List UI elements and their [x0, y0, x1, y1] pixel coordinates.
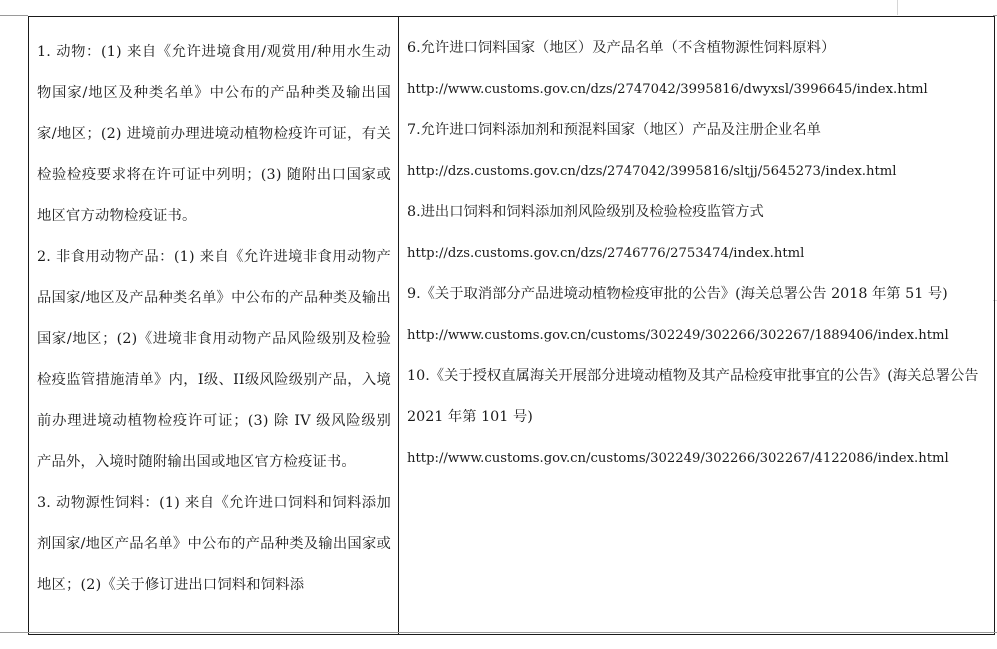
reference-title: 8.进出口饲料和饲料添加剂风险级别及检验检疫监管方式 — [407, 204, 764, 220]
margin-guide — [897, 0, 898, 15]
reference-url[interactable]: http://www.customs.gov.cn/customs/302249/302266/302267/4122086/index.html — [407, 451, 949, 466]
references-list — [399, 17, 994, 479]
requirements-cell — [29, 17, 399, 635]
reference-title: 6.允许进口饲料国家（地区）及产品名单（不含植物源性饲料原料） — [407, 40, 836, 56]
reference-url[interactable]: http://www.customs.gov.cn/dzs/2747042/3995816/dwyxsl/3996645/index.html — [407, 82, 928, 97]
reference-title: 7.允许进口饲料添加剂和预混料国家（地区）产品及注册企业名单 — [407, 122, 821, 138]
document-table — [28, 16, 995, 635]
references-cell — [399, 17, 995, 635]
requirement-paragraph: 2. 非食用动物产品：(1) 来自《允许进境非食用动物产品国家/地区及产品种类名单》中公布的产品种类及输出国家/地区；(2)《进境非食用动物产品风险级别及检验检疫监管措施清单》内，I级、II级风险级别产品，入境前办理进境动植物检疫许可证；(3) 除 IV 级风险级别产品外，入境时随附输出国或地区官方检疫证书。 — [37, 249, 391, 470]
reference-url[interactable]: http://dzs.customs.gov.cn/dzs/2746776/2753474/index.html — [407, 246, 805, 261]
page-edge-line — [0, 632, 997, 633]
requirement-paragraph: 3. 动物源性饲料：(1) 来自《允许进口饲料和饲料添加剂国家/地区产品名单》中公布的产品种类及输出国家或地区；(2)《关于修订进出口饲料和饲料添 — [37, 495, 391, 593]
reference-url[interactable]: http://www.customs.gov.cn/customs/302249/302266/302267/1889406/index.html — [407, 328, 949, 343]
requirement-paragraph: 1. 动物：(1) 来自《允许进境食用/观赏用/种用水生动物国家/地区及种类名单》中公布的产品种类及输出国家/地区；(2) 进境前办理进境动植物检疫许可证，有关检验检疫要求将在许可证中列明；(3) 随附出口国家或地区官方动物检疫证书。 — [37, 44, 391, 224]
table-row — [29, 17, 995, 635]
reference-title: 10.《关于授权直属海关开展部分进境动植物及其产品检疫审批事宜的公告》(海关总署公告 2021 年第 101 号) — [407, 368, 979, 425]
reference-title: 9.《关于取消部分产品进境动植物检疫审批的公告》(海关总署公告 2018 年第 51 号) — [407, 286, 948, 302]
page-edge-line — [0, 15, 28, 16]
reference-url[interactable]: http://dzs.customs.gov.cn/dzs/2747042/3995816/sltjj/5645273/index.html — [407, 164, 897, 179]
requirements-text — [29, 17, 398, 606]
